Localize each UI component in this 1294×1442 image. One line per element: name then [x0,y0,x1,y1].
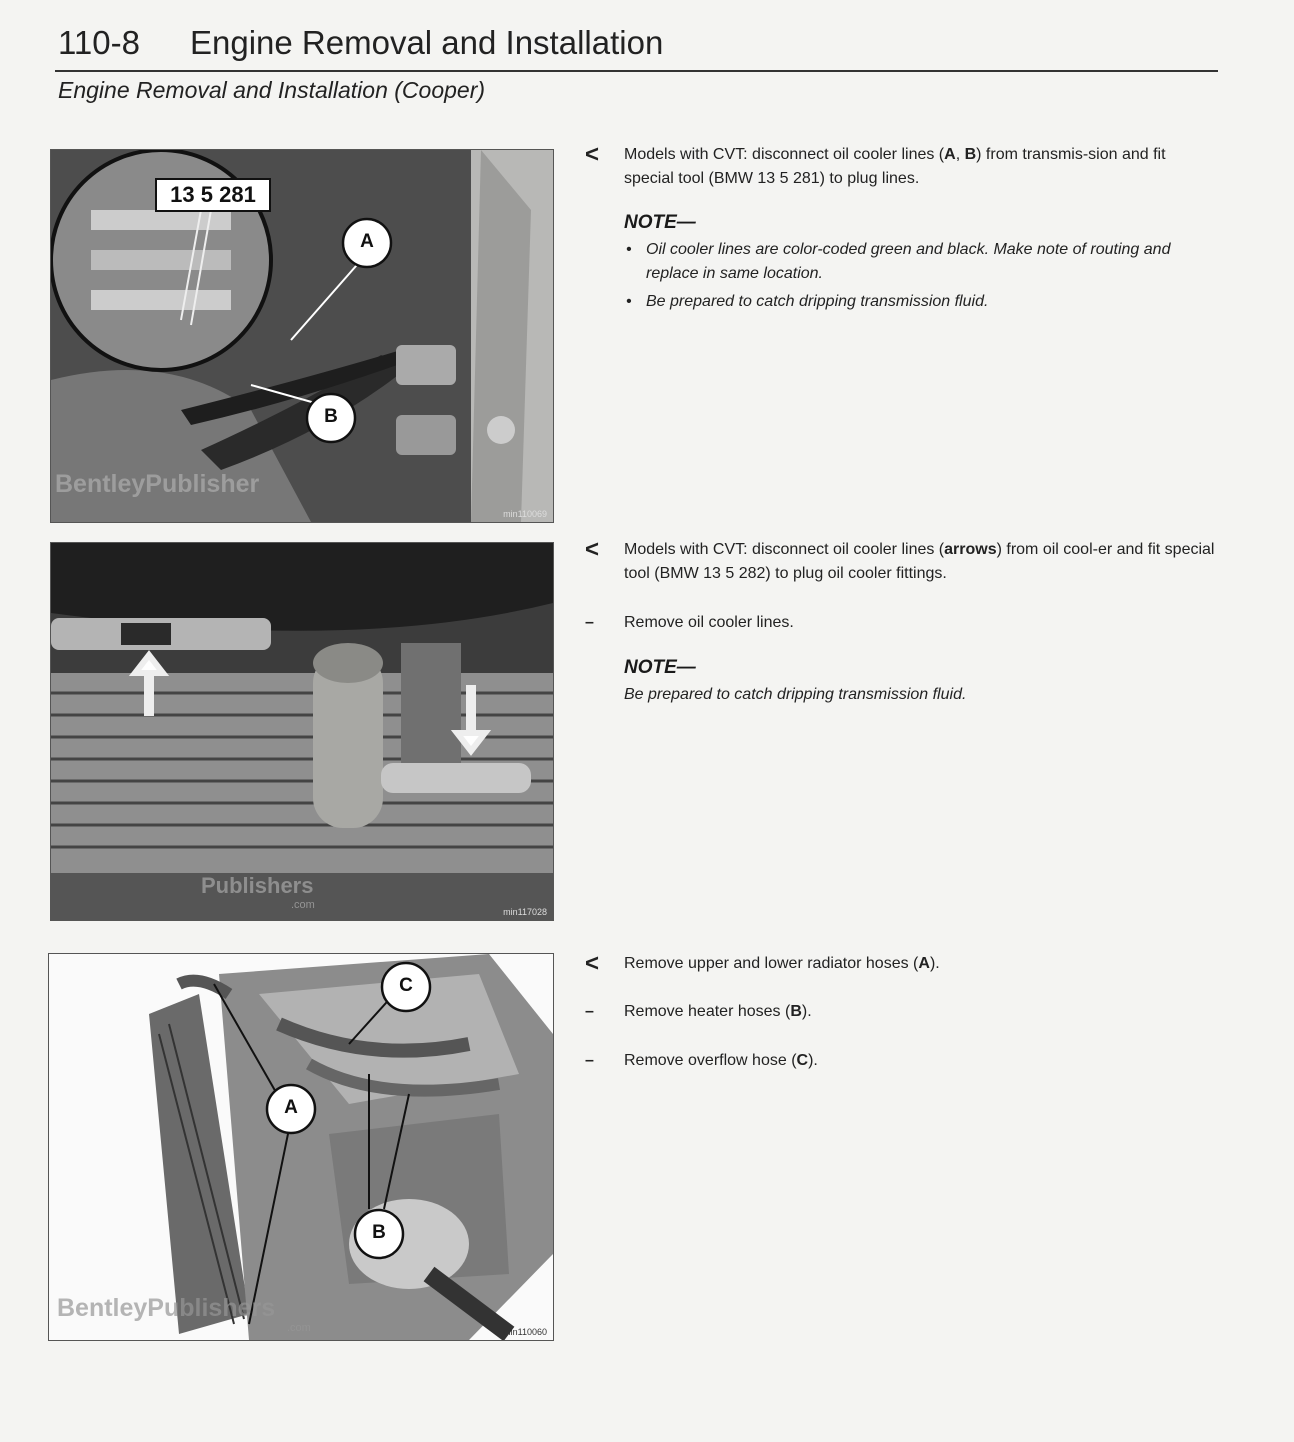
step-remove-oil-cooler-lines [585,611,1215,635]
header-divider [55,70,1218,72]
note-heading: NOTE— [624,212,696,233]
step-dash: – [585,1052,594,1069]
note-bullets [624,238,1214,314]
note-heading: NOTE— [624,657,696,678]
step-pointer-icon: < [585,141,600,168]
figure-1-illustration [51,150,553,522]
figure-radiator-heater-hoses [48,953,554,1341]
callout-b-label: B [372,1222,386,1243]
step-dash: – [585,1003,594,1020]
callout-a-label: A [360,231,374,252]
step-dash: – [585,614,594,631]
step-text: Remove heater hoses (B). [624,1003,812,1020]
figure-2-illustration [51,543,553,920]
page-number: 110-8 [58,24,140,61]
step-remove-radiator-hoses [585,952,1215,976]
figure-code: min110069 [503,509,547,519]
callout-b-label: B [324,406,338,427]
publisher-watermark-domain: .com [291,899,315,911]
callout-a-label: A [284,1097,298,1118]
publisher-watermark-domain: .com [287,1322,311,1334]
step-remove-heater-hoses [585,1000,1215,1024]
figure-oil-cooler-fittings [50,542,554,921]
figure-3-illustration [49,954,553,1340]
note-bullet: • Oil cooler lines are color-coded green and black. Make note of routing and replace in same location. [624,238,1214,286]
figure-oil-cooler-lines-transmission [50,149,554,523]
page-title: Engine Removal and Installation [190,24,664,61]
callout-c-label: C [399,975,413,996]
step-disconnect-transmission-lines [585,143,1215,191]
publisher-watermark: BentleyPublisher [55,470,260,498]
step-disconnect-oil-cooler-lines [585,538,1215,586]
step-remove-overflow-hose [585,1049,1215,1073]
step-pointer-icon: < [585,536,600,563]
step-text: Models with CVT: disconnect oil cooler lines (A, B) from transmis-sion and fit special tool (BMW 13 5 281) to plug lines. [624,146,1166,187]
figure-code: min117028 [503,907,547,917]
step-text: Remove overflow hose (C). [624,1052,818,1069]
step-pointer-icon: < [585,950,600,977]
note-bullet: • Be prepared to catch dripping transmission fluid. [624,290,1214,314]
note-text: Be prepared to catch dripping transmission fluid. [624,686,967,703]
publisher-watermark: Publishers [201,873,314,898]
step-text: Remove upper and lower radiator hoses (A). [624,955,940,972]
step-text: Remove oil cooler lines. [624,614,794,631]
tool-label: 13 5 281 [155,178,271,212]
step-text: Models with CVT: disconnect oil cooler lines (arrows) from oil cool-er and fit special tool (BMW 13 5 282) to plug oil cooler fittings. [624,541,1215,582]
section-subtitle: Engine Removal and Installation (Cooper) [58,77,486,103]
figure-code: min110060 [503,1327,547,1337]
publisher-watermark: BentleyPublishers [57,1294,276,1322]
